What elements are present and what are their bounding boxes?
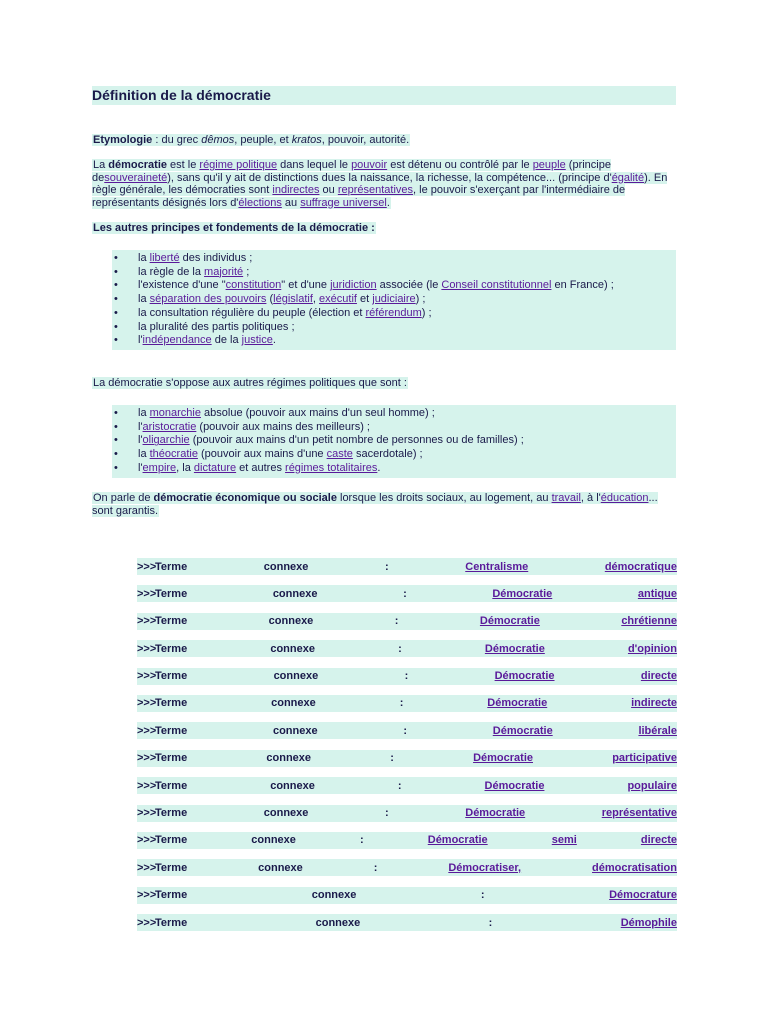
link-peuple[interactable]: peuple [532,159,566,171]
link-majorite[interactable]: majorité [204,265,244,278]
related-term-row [137,805,677,822]
link-regime-politique[interactable]: régime politique [199,159,278,171]
related-term-link[interactable]: démocratisation [592,861,677,874]
link-constitution[interactable]: constitution [225,279,282,292]
connexe-label: connexe [315,916,361,929]
connexe-label: connexe [272,724,318,737]
term-label: Terme [155,642,188,655]
related-term-link[interactable]: Démocrature [609,889,677,902]
colon-separator: : [404,670,409,683]
term-label: Terme [155,779,188,792]
link-dictature[interactable]: dictature [193,461,237,474]
connexe-label: connexe [251,834,296,847]
row-arrow: >>> [137,916,157,929]
related-term-link[interactable]: représentative [601,807,677,820]
related-term-row [137,832,677,849]
row-arrow: >>> [137,697,157,710]
link-empire[interactable]: empire [142,461,177,474]
connexe-label: connexe [263,807,309,820]
related-term-row [137,887,677,904]
list-item: • la consultation régulière du peuple (élection et référendum) ; [138,307,676,321]
term-label: Terme [155,889,188,902]
list-item: • l'oligarchie (pouvoir aux mains d'un petit nombre de personnes ou de familles) ; [138,434,676,448]
colon-separator: : [480,889,485,902]
colon-separator: : [397,779,402,792]
link-monarchie[interactable]: monarchie [149,407,201,419]
related-term-link[interactable]: Démocratie [487,697,548,710]
related-term-row [137,914,677,931]
list-item: • la monarchie absolue (pouvoir aux mains d'un seul homme) ; [138,407,676,421]
related-term-link[interactable]: chrétienne [621,615,677,628]
list-item: • la pluralité des partis politiques ; [138,321,676,335]
related-term-link[interactable]: indirecte [631,697,677,710]
related-term-link[interactable]: Démocratie [494,670,555,683]
term-label: Terme [155,916,188,929]
link-justice[interactable]: justice [241,334,273,347]
colon-separator: : [398,642,402,655]
link-juridiction[interactable]: juridiction [330,279,377,292]
principles-heading: Les autres principes et fondements de la démocratie : [93,222,375,234]
link-judiciaire[interactable]: judiciaire [372,293,416,306]
related-term-link[interactable]: antique [637,587,677,600]
colon-separator: : [360,834,364,847]
link-separation-des-pouvoirs[interactable]: séparation des pouvoirs [149,293,267,306]
connexe-label: connexe [268,615,314,628]
row-arrow: >>> [137,724,157,737]
term-label: Terme [155,752,188,765]
connexe-label: connexe [271,697,316,710]
colon-separator: : [403,724,408,737]
row-arrow: >>> [137,615,157,628]
term-label: Terme [155,807,188,820]
related-term-row [137,668,677,685]
related-term-link[interactable]: Démocratie [427,834,488,847]
row-arrow: >>> [137,642,157,655]
related-term-link[interactable]: Démocratie [484,779,545,792]
related-term-link[interactable]: Centralisme [465,560,529,573]
link-representatives[interactable]: représentatives [337,184,414,196]
opposes-list [112,405,676,478]
term-label: Terme [155,587,188,600]
row-arrow: >>> [137,560,157,573]
link-suffrage-universel[interactable]: suffrage universel [300,196,387,209]
link-regimes-totalitaires[interactable]: régimes totalitaires [285,461,378,474]
etymology-label: Etymologie [93,134,153,146]
related-term-link[interactable]: libérale [638,724,677,737]
colon-separator: : [394,615,399,628]
related-term-link[interactable]: Démocratie [465,807,526,820]
link-theocratie[interactable]: théocratie [149,448,198,461]
link-education[interactable]: éducation [600,492,649,504]
connexe-label: connexe [311,889,357,902]
colon-separator: : [385,560,389,573]
related-term-link[interactable]: d'opinion [627,642,677,655]
list-item: • la théocratie (pouvoir aux mains d'une caste sacerdotale) ; [138,448,676,462]
term-label: Terme [155,560,188,573]
link-souverainete[interactable]: souveraineté [104,171,168,184]
list-item: • la règle de la majorité ; [138,266,676,280]
connexe-label: connexe [270,642,315,655]
row-arrow: >>> [137,834,157,847]
link-liberte[interactable]: liberté [149,252,180,264]
term-label: Terme [155,861,188,874]
related-term-row [137,750,677,767]
connexe-label: connexe [273,670,319,683]
link-executif[interactable]: exécutif [319,293,357,306]
related-term-link[interactable]: Démocratie [492,724,553,737]
related-term-row [137,585,677,602]
related-term-link[interactable]: participative [612,752,677,765]
colon-separator: : [390,752,394,765]
economic-paragraph: On parle de démocratie économique ou sociale lorsque les droits sociaux, au logement, au travail, à l'éducation... sont garantis. [92,492,658,517]
link-indirectes[interactable]: indirectes [272,184,320,196]
term-label: Terme [155,724,188,737]
row-arrow: >>> [137,807,157,820]
colon-separator: : [403,587,407,600]
related-term-row [137,777,677,794]
colon-separator: : [373,861,378,874]
related-term-link[interactable]: démocratique [604,560,677,573]
list-item: • la séparation des pouvoirs (législatif, exécutif et judiciaire) ; [138,293,676,307]
connexe-label: connexe [263,560,309,573]
term-label: Terme [155,697,188,710]
row-arrow: >>> [137,587,157,600]
link-aristocratie[interactable]: aristocratie [142,420,197,433]
row-arrow: >>> [137,670,157,683]
term-label: Terme [155,670,188,683]
opposes-intro: La démocratie s'oppose aux autres régimes politiques que sont : [93,377,407,389]
link-legislatif[interactable]: législatif [273,293,313,306]
related-term-row [137,640,677,657]
related-term-link[interactable]: Démocratie [479,615,540,628]
row-arrow: >>> [137,861,157,874]
term-label: Terme [155,615,188,628]
related-term-row [137,558,677,575]
list-item: • l'empire, la dictature et autres régimes totalitaires. [138,462,676,476]
list-item: • l'existence d'une "constitution" et d'une juridiction associée (le Conseil constitutionnel en France) ; [138,279,676,293]
row-arrow: >>> [137,779,157,792]
related-term-link[interactable]: Démophile [620,916,677,929]
term-label: Terme [155,834,188,847]
colon-separator: : [399,697,404,710]
connexe-label: connexe [272,587,318,600]
list-item: • l'indépendance de la justice. [138,334,676,348]
list-item: • la liberté des individus ; [138,252,676,266]
link-conseil-constitutionnel[interactable]: Conseil constitutionnel [441,279,552,292]
related-term-link[interactable]: semi [551,834,577,847]
link-oligarchie[interactable]: oligarchie [142,434,190,447]
connexe-label: connexe [270,779,315,792]
list-item: • l'aristocratie (pouvoir aux mains des meilleurs) ; [138,421,676,435]
row-arrow: >>> [137,752,157,765]
related-term-link[interactable]: populaire [627,779,677,792]
connexe-label: connexe [258,861,303,874]
related-term-row [137,722,677,739]
etymology-paragraph: Etymologie : du grec dêmos, peuple, et kratos, pouvoir, autorité. [93,134,410,146]
principles-list [112,250,676,350]
link-egalite[interactable]: égalité [611,171,645,184]
row-arrow: >>> [137,889,157,902]
colon-separator: : [488,916,493,929]
related-terms-table [137,558,677,941]
related-term-link[interactable]: Démocratiser, [448,861,522,874]
related-term-link[interactable]: directe [640,670,677,683]
definition-paragraph: La démocratie est le régime politique dans lequel le pouvoir est détenu ou contrôlé par le peuple (principe desouveraineté), sans qu'il y ait de distinctions dues la naissance, la richesse, la compétence... (principe d'égalité). En règle générale, les démocraties sont indirectes ou représentatives, le pouvoir s'exerçant par l'intermédiaire de représentants désignés lors d'élections au suffrage universel. [92,159,668,209]
link-referendum[interactable]: référendum [365,306,422,319]
link-travail[interactable]: travail [551,492,581,504]
related-term-link[interactable]: Démocratie [484,642,545,655]
link-caste[interactable]: caste [326,448,353,461]
related-term-link[interactable]: Démocratie [492,587,553,600]
link-pouvoir[interactable]: pouvoir [351,159,388,171]
related-term-link[interactable]: Démocratie [473,752,533,765]
related-term-link[interactable]: directe [640,834,677,847]
link-elections[interactable]: élections [238,196,282,209]
link-independance[interactable]: indépendance [142,334,212,347]
page-title: Définition de la démocratie [92,86,676,105]
related-term-row [137,613,677,630]
related-term-row [137,695,677,712]
connexe-label: connexe [266,752,312,765]
colon-separator: : [385,807,389,820]
related-term-row [137,859,677,876]
